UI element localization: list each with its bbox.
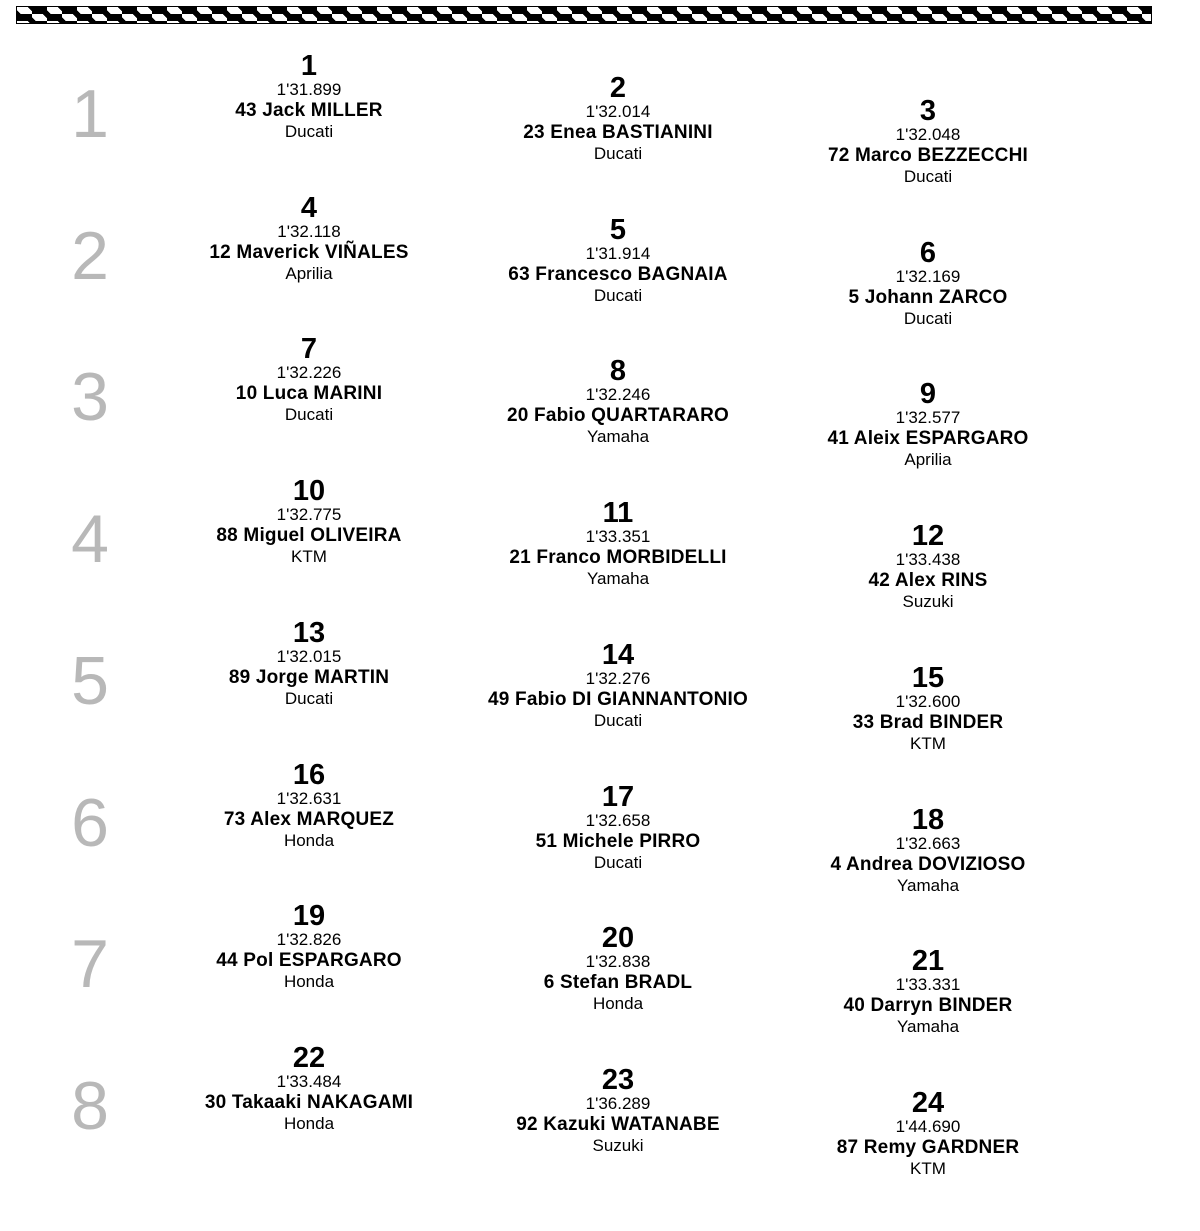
grid-slot: [778, 522, 1078, 611]
grid-position: 21: [911, 945, 945, 977]
grid-position: 15: [911, 662, 945, 694]
grid-slot: [778, 380, 1078, 469]
grid-slot: [468, 357, 768, 446]
grid-position: 16: [292, 759, 326, 791]
grid-slot: [159, 194, 459, 283]
grid-slot: [159, 902, 459, 991]
team-name: Yamaha: [586, 427, 650, 446]
lap-time: 1'32.577: [895, 408, 961, 427]
grid-position: 14: [601, 639, 635, 671]
grid-position: 12: [911, 520, 945, 552]
grid-position: 1: [300, 50, 318, 82]
rider-name: 73 Alex MARQUEZ: [223, 809, 395, 830]
team-name: KTM: [910, 1159, 946, 1178]
rider-name: 5 Johann ZARCO: [848, 287, 1008, 308]
rider-name: 23 Enea BASTIANINI: [523, 122, 713, 143]
grid-row-number: 2: [71, 218, 109, 294]
rider-name: 6 Stefan BRADL: [543, 972, 693, 993]
lap-time: 1'32.246: [585, 385, 651, 404]
grid-slot: [159, 619, 459, 708]
rider-name: 88 Miguel OLIVEIRA: [216, 525, 402, 546]
lap-time: 1'33.331: [895, 975, 961, 994]
grid-position: 17: [601, 781, 635, 813]
grid-row-number: 8: [71, 1068, 109, 1144]
grid-row-number: 4: [71, 501, 109, 577]
lap-time: 1'32.226: [276, 363, 342, 382]
grid-slot: [468, 499, 768, 588]
grid-row-number: 6: [71, 785, 109, 861]
team-name: Honda: [592, 994, 644, 1013]
lap-time: 1'36.289: [585, 1094, 651, 1113]
team-name: KTM: [910, 734, 946, 753]
team-name: Ducati: [284, 689, 334, 708]
grid-row-number: 5: [71, 643, 109, 719]
rider-name: 20 Fabio QUARTARARO: [507, 405, 729, 426]
grid-slot: [159, 335, 459, 424]
team-name: Aprilia: [904, 450, 952, 469]
team-name: Yamaha: [586, 569, 650, 588]
grid-position: 10: [292, 475, 326, 507]
lap-time: 1'32.838: [585, 952, 651, 971]
grid-slot: [468, 924, 768, 1013]
grid-row-number: 1: [71, 76, 109, 152]
grid-slot: [468, 783, 768, 872]
lap-time: 1'32.775: [276, 505, 342, 524]
team-name: Yamaha: [896, 876, 960, 895]
grid-position: 13: [292, 617, 326, 649]
team-name: Ducati: [593, 144, 643, 163]
grid-slot: [468, 641, 768, 730]
grid-position: 22: [292, 1042, 326, 1074]
rider-name: 41 Aleix ESPARGARO: [827, 428, 1029, 449]
team-name: Suzuki: [902, 592, 954, 611]
rider-name: 40 Darryn BINDER: [843, 995, 1013, 1016]
team-name: Honda: [283, 972, 335, 991]
lap-time: 1'33.484: [276, 1072, 342, 1091]
grid-position: 23: [601, 1064, 635, 1096]
grid-position: 6: [919, 237, 937, 269]
grid-slot: [778, 97, 1078, 186]
grid-position: 8: [609, 355, 627, 387]
lap-time: 1'32.048: [895, 125, 961, 144]
team-name: Ducati: [284, 122, 334, 141]
rider-name: 44 Pol ESPARGARO: [216, 950, 402, 971]
team-name: KTM: [291, 547, 327, 566]
lap-time: 1'33.438: [895, 550, 961, 569]
lap-time: 1'33.351: [585, 527, 651, 546]
grid-position: 7: [300, 333, 318, 365]
grid-position: 19: [292, 900, 326, 932]
lap-time: 1'32.118: [277, 222, 341, 241]
grid-position: 9: [919, 378, 937, 410]
team-name: Suzuki: [592, 1136, 644, 1155]
lap-time: 1'32.014: [585, 102, 651, 121]
rider-name: 89 Jorge MARTIN: [228, 667, 390, 688]
rider-name: 63 Francesco BAGNAIA: [508, 264, 728, 285]
lap-time: 1'31.899: [276, 80, 342, 99]
grid-slot: [159, 477, 459, 566]
grid-row-number: 7: [71, 926, 109, 1002]
rider-name: 49 Fabio DI GIANNANTONIO: [488, 689, 748, 710]
grid-slot: [159, 1044, 459, 1133]
team-name: Ducati: [903, 309, 953, 328]
grid-slot: [778, 947, 1078, 1036]
grid-slot: [468, 1066, 768, 1155]
grid-slot: [778, 664, 1078, 753]
grid-row-number: 3: [71, 359, 109, 435]
grid-position: 5: [609, 214, 627, 246]
lap-time: 1'32.663: [895, 834, 961, 853]
team-name: Ducati: [903, 167, 953, 186]
grid-position: 3: [919, 95, 937, 127]
grid-slot: [159, 761, 459, 850]
grid-position: 20: [601, 922, 635, 954]
grid-position: 4: [300, 192, 318, 224]
lap-time: 1'32.600: [895, 692, 961, 711]
grid-position: 24: [911, 1087, 945, 1119]
checkered-flag-banner: [16, 6, 1152, 24]
lap-time: 1'32.826: [276, 930, 342, 949]
grid-position: 2: [609, 72, 627, 104]
rider-name: 30 Takaaki NAKAGAMI: [204, 1092, 414, 1113]
lap-time: 1'32.276: [585, 669, 651, 688]
rider-name: 33 Brad BINDER: [852, 712, 1004, 733]
rider-name: 4 Andrea DOVIZIOSO: [830, 854, 1026, 875]
grid-slot: [778, 1089, 1078, 1178]
rider-name: 92 Kazuki WATANABE: [516, 1114, 720, 1135]
grid-slot: [159, 52, 459, 141]
team-name: Ducati: [593, 286, 643, 305]
team-name: Yamaha: [896, 1017, 960, 1036]
lap-time: 1'32.631: [276, 789, 342, 808]
rider-name: 42 Alex RINS: [868, 570, 988, 591]
team-name: Ducati: [593, 853, 643, 872]
rider-name: 51 Michele PIRRO: [535, 831, 701, 852]
grid-slot: [778, 239, 1078, 328]
rider-name: 21 Franco MORBIDELLI: [509, 547, 727, 568]
rider-name: 10 Luca MARINI: [235, 383, 383, 404]
team-name: Ducati: [593, 711, 643, 730]
grid-slot: [468, 74, 768, 163]
rider-name: 87 Remy GARDNER: [836, 1137, 1020, 1158]
grid-slot: [778, 806, 1078, 895]
grid-position: 11: [602, 497, 634, 529]
rider-name: 43 Jack MILLER: [235, 100, 383, 121]
lap-time: 1'31.914: [585, 244, 651, 263]
rider-name: 72 Marco BEZZECCHI: [828, 145, 1028, 166]
grid-position: 18: [911, 804, 945, 836]
lap-time: 1'44.690: [895, 1117, 961, 1136]
lap-time: 1'32.658: [585, 811, 651, 830]
lap-time: 1'32.015: [276, 647, 342, 666]
rider-name: 12 Maverick VIÑALES: [209, 242, 409, 263]
team-name: Honda: [283, 1114, 335, 1133]
team-name: Ducati: [284, 405, 334, 424]
grid-slot: [468, 216, 768, 305]
lap-time: 1'32.169: [895, 267, 961, 286]
team-name: Aprilia: [285, 264, 333, 283]
team-name: Honda: [283, 831, 335, 850]
